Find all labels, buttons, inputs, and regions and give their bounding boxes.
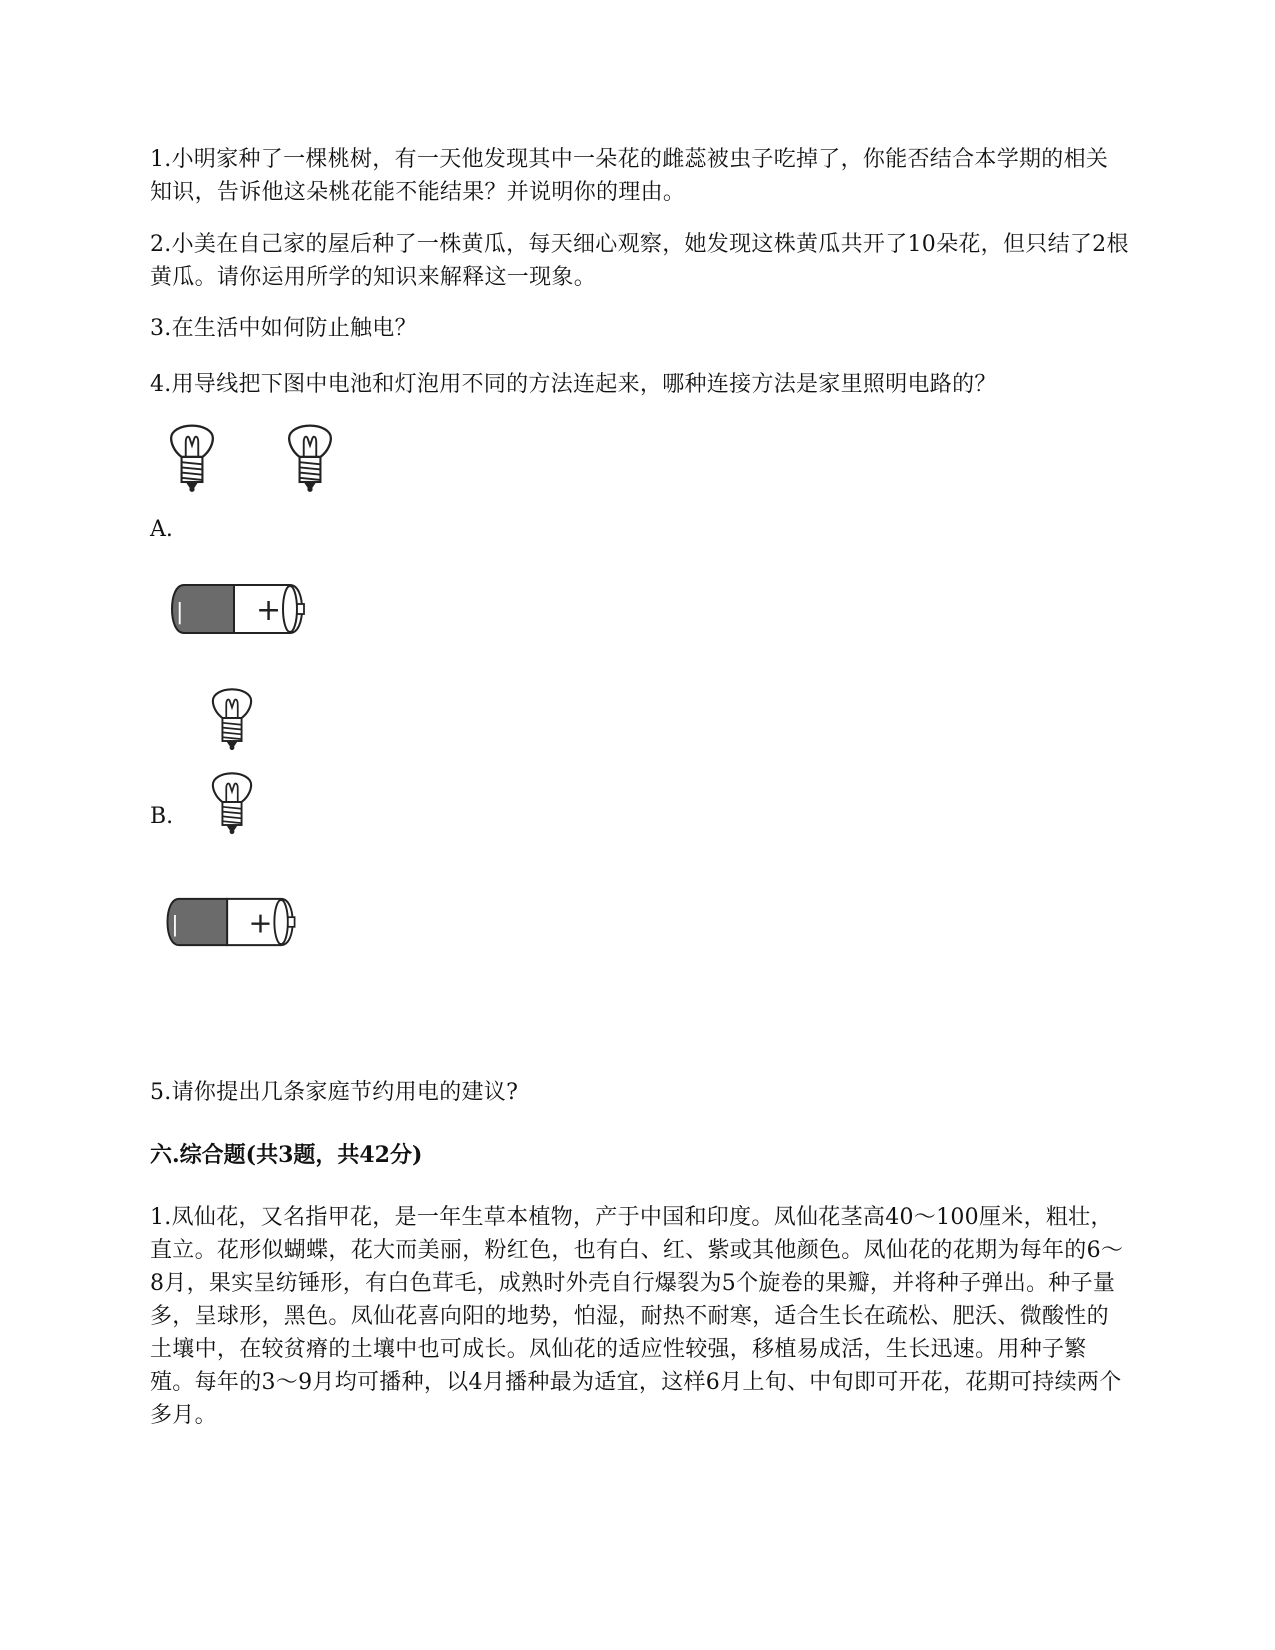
section-6-heading: 六.综合题(共3题，共42分) <box>150 1142 423 1168</box>
question-4: 4.用导线把下图中电池和灯泡用不同的方法连起来，哪种连接方法是家里照明电路的？ <box>150 372 997 397</box>
question-3: 3.在生活中如何防止触电？ <box>150 316 417 341</box>
question-1: 1.小明家种了一棵桃树，有一天他发现其中一朵花的雌蕊被虫子吃掉了，你能否结合本学期的相关知识，告诉他这朵桃花能不能结果？并说明你的理由。 <box>150 147 1109 205</box>
battery-a-positive-sign: + <box>256 593 282 628</box>
option-b-label: B. <box>150 804 174 829</box>
battery-b-negative-sign: | <box>171 911 179 937</box>
battery-a-negative-sign: | <box>176 600 184 625</box>
bulb-a2-icon <box>286 422 334 494</box>
bulb-a1-icon <box>168 422 216 494</box>
bulb-b2-icon <box>210 770 254 836</box>
battery-b-positive-sign: + <box>248 905 273 940</box>
battery-a-icon <box>170 582 308 636</box>
battery-b-icon <box>164 896 300 948</box>
bulb-b1-icon <box>210 686 254 752</box>
question-2: 2.小美在自己家的屋后种了一株黄瓜，每天细心观察，她发现这株黄瓜共开了10朵花，但只结了2根黄瓜。请你运用所学的知识来解释这一现象。 <box>150 232 1129 290</box>
question-5: 5.请你提出几条家庭节约用电的建议? <box>150 1080 519 1105</box>
section-6-question-1: 1.凤仙花，又名指甲花，是一年生草本植物，产于中国和印度。凤仙花茎高40～100厘米，粗壮，直立。花形似蝴蝶，花大而美丽，粉红色，也有白、红、紫或其他颜色。凤仙花的花期为每年的6～8月，果实呈纺锤形，有白色茸毛，成熟时外壳自行爆裂为5个旋卷的果瓣，并将种子弹出。种子量多，呈球形，黑色。凤仙花喜向阳的地势，怕湿，耐热不耐寒，适合生长在疏松、肥沃、微酸性的土壤中，在较贫瘠的土壤中也可成长。凤仙花的适应性较强，移植易成活，生长迅速。用种子繁殖。每年的3～9月均可播种，以4月播种最为适宜，这样6月上旬、中旬即可开花，花期可持续两个多月。 <box>150 1205 1124 1428</box>
option-a-label: A. <box>150 517 173 542</box>
